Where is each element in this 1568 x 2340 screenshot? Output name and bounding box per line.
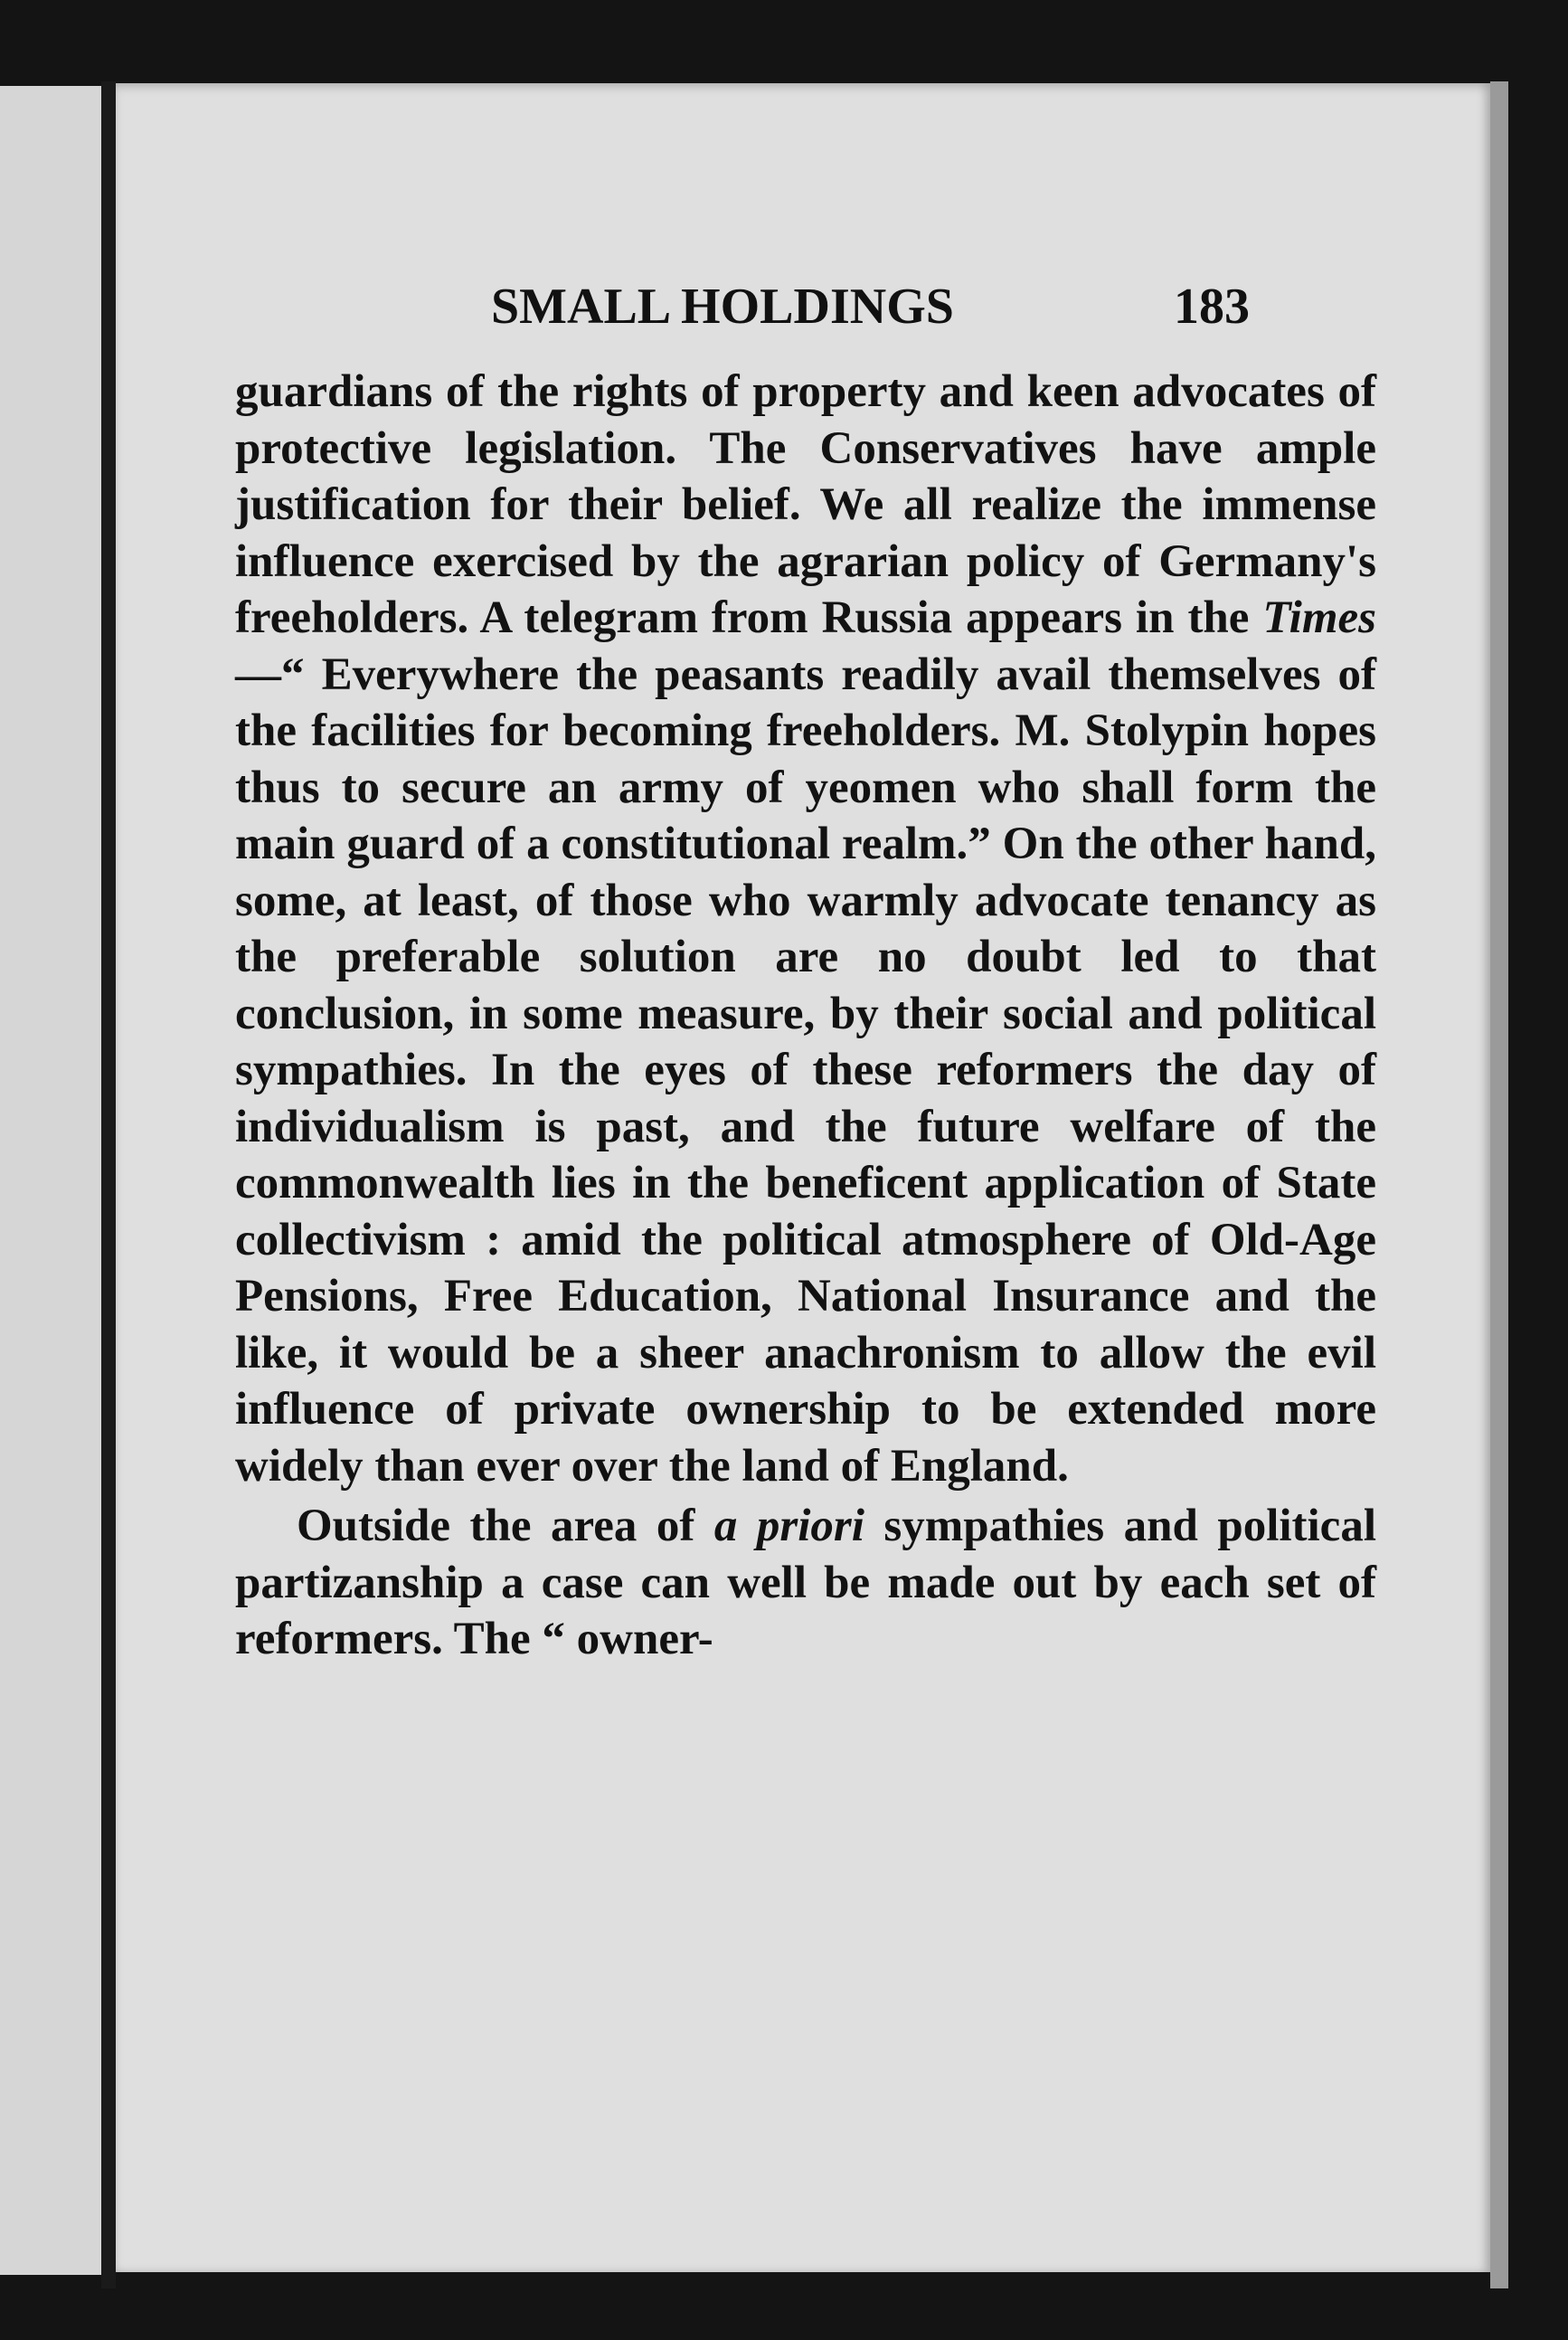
- paragraph-2-italic-a-priori: a priori: [713, 1501, 864, 1551]
- previous-page-edge: [0, 86, 109, 2275]
- body-text: [235, 364, 1376, 1668]
- paragraph-1-italic-times: Times: [1262, 592, 1376, 643]
- paragraph-1-text-a: guardians of the rights of property and keen advocates of protective legislation. The Conservatives have ample justification for their belief. We all realize the immense influence exercised by the agrarian policy of Germany's freeholders. A telegram from Russia appears in the: [235, 366, 1376, 643]
- running-head: SMALL HOLDINGS: [491, 279, 954, 335]
- paragraph-2: [235, 1498, 1376, 1668]
- paragraph-1: [235, 364, 1376, 1494]
- page-edge-shadow: [1490, 81, 1508, 2288]
- page-header: [116, 278, 1490, 341]
- book-page: [116, 83, 1490, 2272]
- paragraph-2-text-b: sympathies and political partizanship a case can well be made out by each set of reformers. The “ owner-: [235, 1501, 1376, 1664]
- paragraph-1-text-b: —“ Everywhere the peasants readily avail themselves of the facilities for becoming freeholders. M. Stolypin hopes thus to secure an army of yeomen who shall form the main guard of a constitutional realm.” On the other hand, some, at least, of those who warmly advocate tenancy as the preferable solution are no doubt led to that conclusion, in some measure, by their social and political sympathies. In the eyes of these reformers the day of individualism is past, and the future welfare of the commonwealth lies in the beneficent application of State collectivism : amid the political atmosphere of Old-Age Pensions, Free Education, National Insurance and the like, it would be a sheer anachronism to allow the evil influence of private ownership to be extended more widely than ever over the land of England.: [235, 649, 1376, 1492]
- paragraph-2-text-a: Outside the area of: [297, 1501, 714, 1551]
- page-number: 183: [1174, 279, 1250, 335]
- book-gutter: [101, 81, 116, 2288]
